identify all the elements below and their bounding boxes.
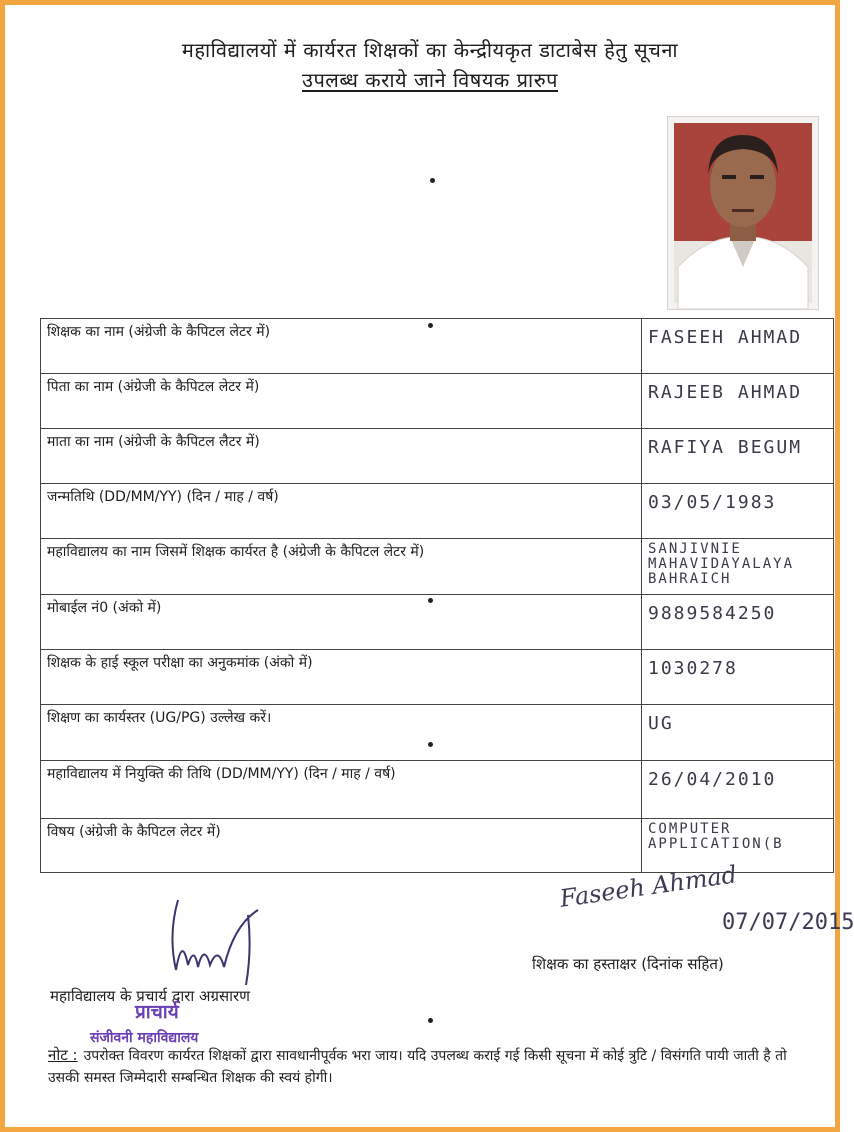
note-section [48,1044,812,1089]
field-label: शिक्षक का नाम (अंग्रेजी के कैपिटल लेटर में) [41,319,642,374]
table-row [41,484,834,539]
teacher-signature-label: शिक्षक का हस्ताक्षर (दिनांक सहित) [532,955,724,973]
field-label: पिता का नाम (अंग्रेजी के कैपिटल लेटर में) [41,374,642,429]
form-title-line2 [60,66,800,93]
principal-stamp-college: संजीवनी महाविद्यालय [90,1030,199,1046]
table-row [41,539,834,595]
field-value: 1030278 [642,650,834,705]
scan-dot [428,742,433,747]
field-value: 26/04/2010 [642,761,834,819]
form-title-line2-text: उपलब्ध कराये जाने विषयक प्रारुप [301,68,559,92]
field-label: शिक्षण का कार्यस्तर (UG/PG) उल्लेख करें। [41,705,642,761]
field-value: SANJIVNIE MAHAVIDAYALAYA BAHRAICH [642,539,834,595]
field-value: COMPUTER APPLICATION(B [642,819,834,873]
field-label: महाविद्यालय में नियुक्ति की तिथि (DD/MM/YY) (दिन / माह / वर्ष) [41,761,642,819]
field-label: माता का नाम (अंग्रेजी के कैपिटल लैटर में) [41,429,642,484]
field-value: RAFIYA BEGUM [642,429,834,484]
scan-dot [430,178,435,183]
principal-forwarding-label: महाविद्यालय के प्रचार्य द्वारा अग्रसारण [50,987,250,1005]
field-value: FASEEH AHMAD [642,319,834,374]
table-row [41,705,834,761]
table-row [41,650,834,705]
teacher-signature: Faseeh Ahmad [558,860,739,913]
table-row [41,319,834,374]
note-prefix: नोट : [48,1046,78,1064]
field-label: विषय (अंग्रेजी के कैपिटल लेटर में) [41,819,642,873]
principal-stamp-title: प्राचार्य [135,1001,179,1023]
field-value: 9889584250 [642,595,834,650]
table-row [41,374,834,429]
field-label: जन्मतिथि (DD/MM/YY) (दिन / माह / वर्ष) [41,484,642,539]
field-value: 03/05/1983 [642,484,834,539]
scan-dot [428,323,433,328]
teacher-info-table [40,318,834,873]
signature-date: 07/07/2015 [722,910,854,935]
field-value: RAJEEB AHMAD [642,374,834,429]
field-label: शिक्षक के हाई स्कूल परीक्षा का अनुकमांक (अंको में) [41,650,642,705]
field-label: मोबाईल नं0 (अंको में) [41,595,642,650]
field-value: UG [642,705,834,761]
table-row [41,595,834,650]
passport-photo [667,116,819,310]
note-text: उपरोक्त विवरण कार्यरत शिक्षकों द्वारा सावधानीपूर्वक भरा जाय। यदि उपलब्ध कराई गई किसी सूचना में कोई त्रुटि / विसंगति पायी जाती है तो उसकी समस्त जिम्मेदारी सम्बन्धित शिक्षक की स्वयं होगी। [48,1048,787,1086]
field-label: महाविद्यालय का नाम जिसमें शिक्षक कार्यरत है (अंग्रेजी के कैपिटल लेटर में) [41,539,642,595]
table-row [41,429,834,484]
scan-dot [428,598,433,603]
scan-dot [428,1018,433,1023]
photo-portrait [668,117,818,309]
table-row [41,761,834,819]
form-title-line1: महाविद्यालयों में कार्यरत शिक्षकों का केन्द्रीयकृत डाटाबेस हेतु सूचना [181,38,679,62]
principal-signature [148,895,268,990]
